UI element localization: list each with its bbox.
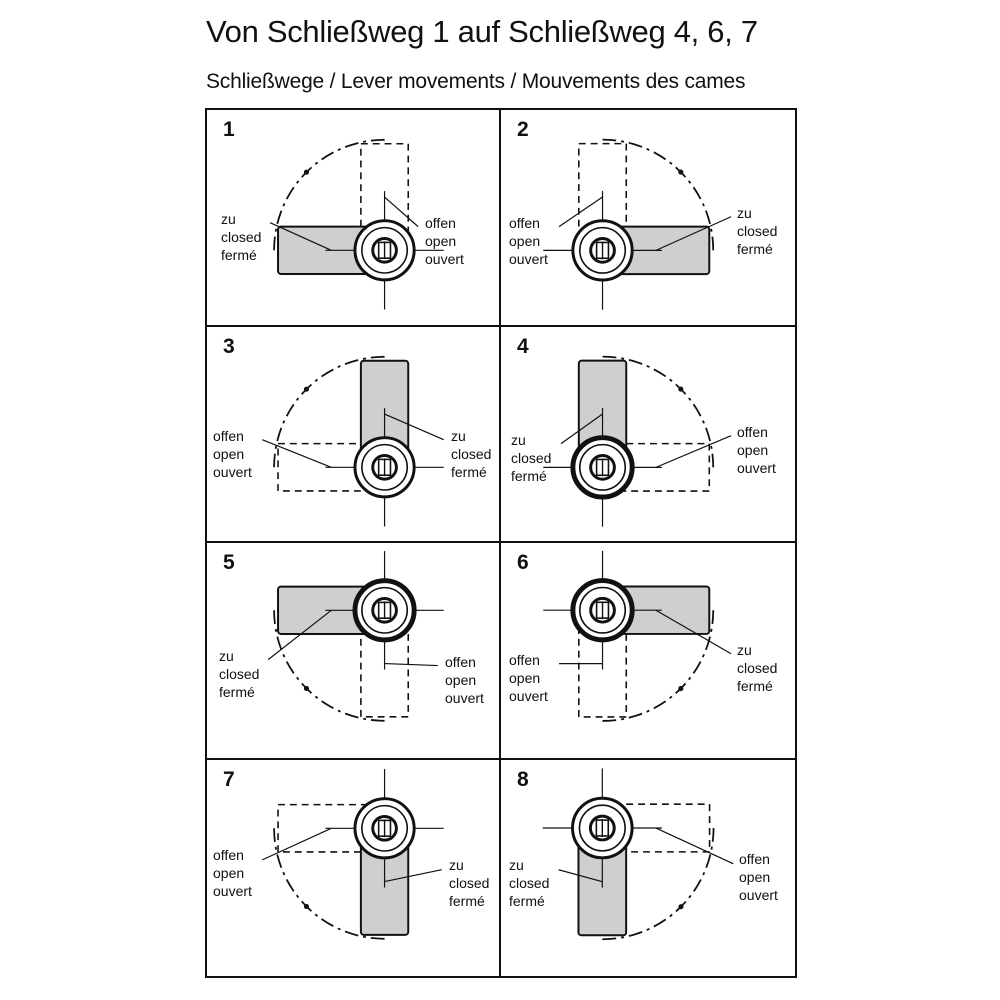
closed-label: zu closed fermé [511, 431, 552, 484]
open-label: offen open ouvert [739, 850, 778, 903]
cell-number: 8 [517, 767, 529, 791]
lever-movement-cell-4 [501, 327, 795, 544]
arrow-mark [304, 686, 309, 691]
cell-number: 7 [223, 767, 235, 791]
cell-number: 3 [223, 334, 235, 358]
open-label: offen open ouvert [509, 652, 548, 704]
closed-label: zu closed fermé [221, 211, 262, 263]
lever-movement-cell-5 [207, 543, 501, 760]
arrow-mark [304, 903, 309, 908]
arrow-mark [678, 686, 683, 691]
closed-label: zu closed fermé [737, 205, 778, 257]
cell-number: 1 [223, 118, 235, 141]
lever-movement-cell-7 [207, 760, 501, 977]
arrow-mark [678, 386, 683, 391]
closed-label: zu closed fermé [219, 648, 260, 700]
closed-label: zu closed fermé [737, 642, 778, 694]
lever-movement-cell-8 [501, 760, 795, 977]
arrow-mark [304, 170, 309, 175]
open-leader-line [262, 828, 331, 860]
lever-movement-cell-2 [501, 110, 795, 327]
cell-number: 5 [223, 551, 235, 574]
open-label: offen open ouvert [509, 215, 548, 267]
cell-number: 4 [517, 334, 529, 358]
open-label: offen open ouvert [213, 427, 252, 480]
arrow-mark [678, 170, 683, 175]
open-label: offen open ouvert [445, 654, 484, 706]
open-leader-line [656, 435, 731, 467]
page-subtitle: Schließwege / Lever movements / Mouvements des cames [206, 70, 746, 93]
open-label: offen open ouvert [425, 215, 464, 267]
cell-number: 2 [517, 118, 529, 141]
cell-number: 6 [517, 551, 529, 574]
open-label: offen open ouvert [213, 846, 252, 899]
closed-label: zu closed fermé [451, 427, 492, 480]
lever-movement-cell-6 [501, 543, 795, 760]
page-title: Von Schließweg 1 auf Schließweg 4, 6, 7 [206, 14, 758, 49]
open-leader-line [385, 664, 438, 666]
open-label: offen open ouvert [737, 423, 776, 476]
closed-label: zu closed fermé [509, 856, 550, 909]
closed-label: zu closed fermé [449, 856, 490, 909]
lever-movements-grid [205, 108, 797, 978]
arrow-mark [304, 386, 309, 391]
open-leader-line [656, 828, 733, 864]
arrow-mark [678, 904, 683, 909]
lever-movement-cell-3 [207, 327, 501, 544]
lever-movement-cell-1 [207, 110, 501, 327]
